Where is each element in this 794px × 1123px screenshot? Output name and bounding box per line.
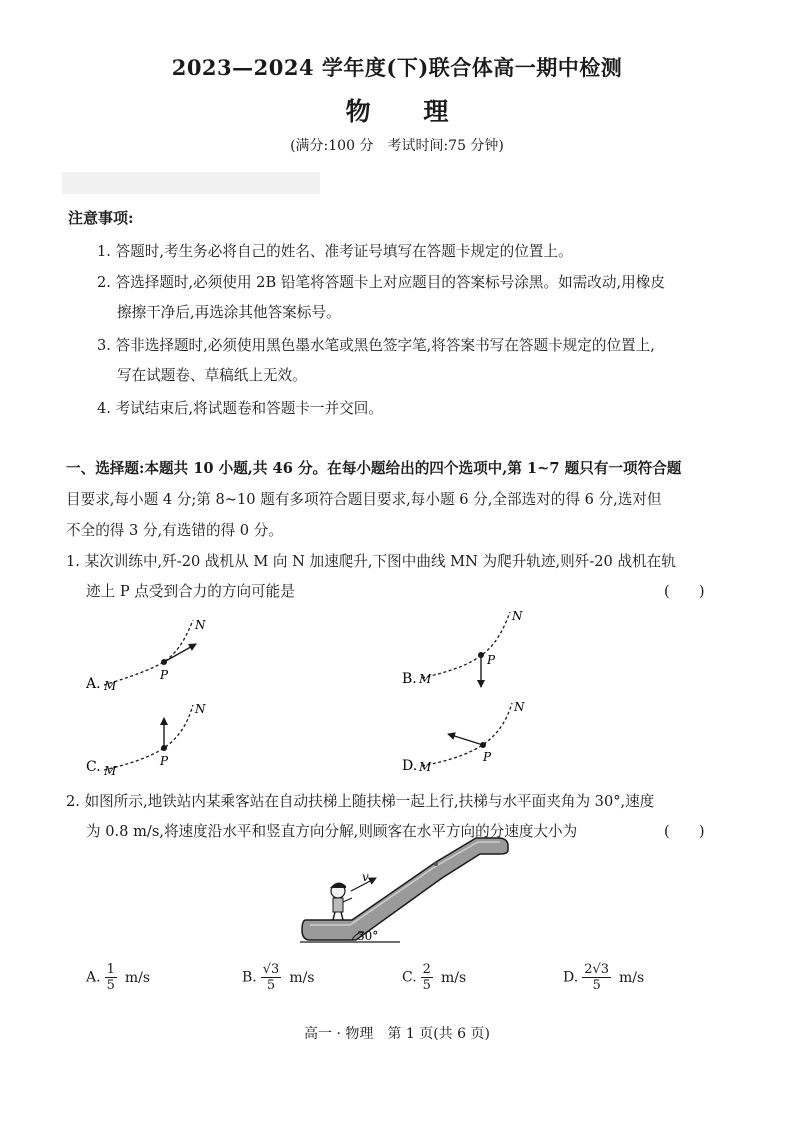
fraction-numerator: 2√3 [584, 962, 610, 977]
q1-option-b-figure [402, 609, 523, 687]
option-label: B. [402, 671, 417, 687]
point-label-n: N [514, 700, 525, 714]
fraction-numerator: 2 [422, 962, 431, 977]
section-line: 目要求,每小题 4 分;第 8~10 题有多项符合题目要求,每小题 6 分,全部选对的得 6 分,选对但 [66, 491, 662, 508]
note-line: 写在试题卷、草稿纸上无效。 [117, 367, 307, 384]
option-label: C. [86, 759, 101, 775]
page-footer: 高一 · 物理 第 1 页(共 6 页) [304, 1026, 490, 1042]
q1-option-d-figure [402, 700, 525, 774]
angle-label: 30° [357, 929, 379, 943]
unit: m/s [289, 969, 315, 986]
q2-option-c [402, 962, 466, 993]
q2-option-b [242, 962, 315, 993]
fraction-denominator: 5 [266, 978, 276, 993]
point-label-m: M [419, 672, 432, 686]
passenger [330, 882, 352, 920]
note-line: 1. 答题时,考生务必将自己的姓名、准考证号填写在答题卡规定的位置上。 [97, 243, 573, 260]
fraction-denominator: 5 [592, 978, 601, 993]
subject-title: 物 理 [345, 97, 471, 126]
fraction [582, 962, 611, 993]
unit: m/s [619, 969, 645, 986]
point-label-n: N [195, 702, 206, 716]
fraction [105, 962, 117, 993]
fraction-numerator: 1 [106, 962, 115, 977]
option-label: C. [402, 969, 417, 986]
q2-stem: 2. 如图所示,地铁站内某乘客站在自动扶梯上随扶梯一起上行,扶梯与水平面夹角为 30°,速度 [66, 793, 655, 810]
section-line: 不全的得 3 分,有选错的得 0 分。 [66, 522, 283, 539]
option-label: D. [563, 969, 579, 986]
point-label-m: M [419, 760, 432, 774]
escalator-figure [300, 838, 508, 943]
point-label-m: M [104, 764, 117, 778]
point-label-p: P [483, 750, 492, 764]
note-line: 2. 答选择题时,必须使用 2B 铅笔将答题卡上对应题目的答案标号涂黑。如需改动,用橡皮 [97, 274, 665, 291]
q1-stem: 迹上 P 点受到合力的方向可能是 [86, 583, 295, 600]
fraction-denominator: 5 [422, 978, 431, 993]
note-line: 擦擦干净后,再选涂其他答案标号。 [117, 304, 341, 321]
fraction-numerator: √3 [262, 962, 280, 977]
section-line: 一、选择题:本题共 10 小题,共 46 分。在每小题给出的四个选项中,第 1~7 题只有一项符合题 [66, 460, 682, 477]
point-label-p: P [160, 668, 169, 682]
fraction-denominator: 5 [106, 978, 115, 993]
point-label-n: N [512, 609, 523, 623]
notes-heading: 注意事项: [68, 209, 134, 227]
velocity-label: v [362, 870, 369, 884]
q2-option-d [563, 962, 644, 993]
option-label: D. [402, 758, 418, 774]
note-line: 4. 考试结束后,将试题卷和答题卡一并交回。 [97, 400, 383, 417]
q1-stem: 1. 某次训练中,歼-20 战机从 M 向 N 加速爬升,下图中曲线 MN 为爬升轨迹,则歼-20 战机在轨 [66, 553, 676, 570]
q1-option-c-figure [86, 702, 206, 778]
option-label: A. [86, 969, 101, 986]
point-label-p: P [487, 653, 496, 667]
unit: m/s [440, 969, 467, 986]
fraction [421, 962, 433, 993]
q2-stem: 为 0.8 m/s,将速度沿水平和竖直方向分解,则顾客在水平方向的分速度大小为 [86, 823, 578, 840]
note-line: 3. 答非选择题时,必须使用黑色墨水笔或黑色签字笔,将答案书写在答题卡规定的位置上, [97, 337, 655, 354]
q2-answer-bracket: ( ) [664, 823, 705, 840]
q1-answer-bracket: ( ) [664, 583, 705, 600]
point-label-n: N [195, 618, 206, 632]
exam-meta: (满分:100 分 考试时间:75 分钟) [290, 138, 504, 154]
fraction [261, 962, 282, 993]
option-label: B. [242, 969, 257, 986]
unit: m/s [124, 969, 151, 986]
point-label-p: P [160, 754, 169, 768]
point-label-m: M [104, 679, 117, 693]
option-label: A. [86, 676, 101, 692]
q1-option-a-figure [85, 618, 206, 693]
exam-title: 2023—2024 学年度(下)联合体高一期中检测 [171, 55, 623, 80]
q2-option-a [86, 962, 150, 993]
